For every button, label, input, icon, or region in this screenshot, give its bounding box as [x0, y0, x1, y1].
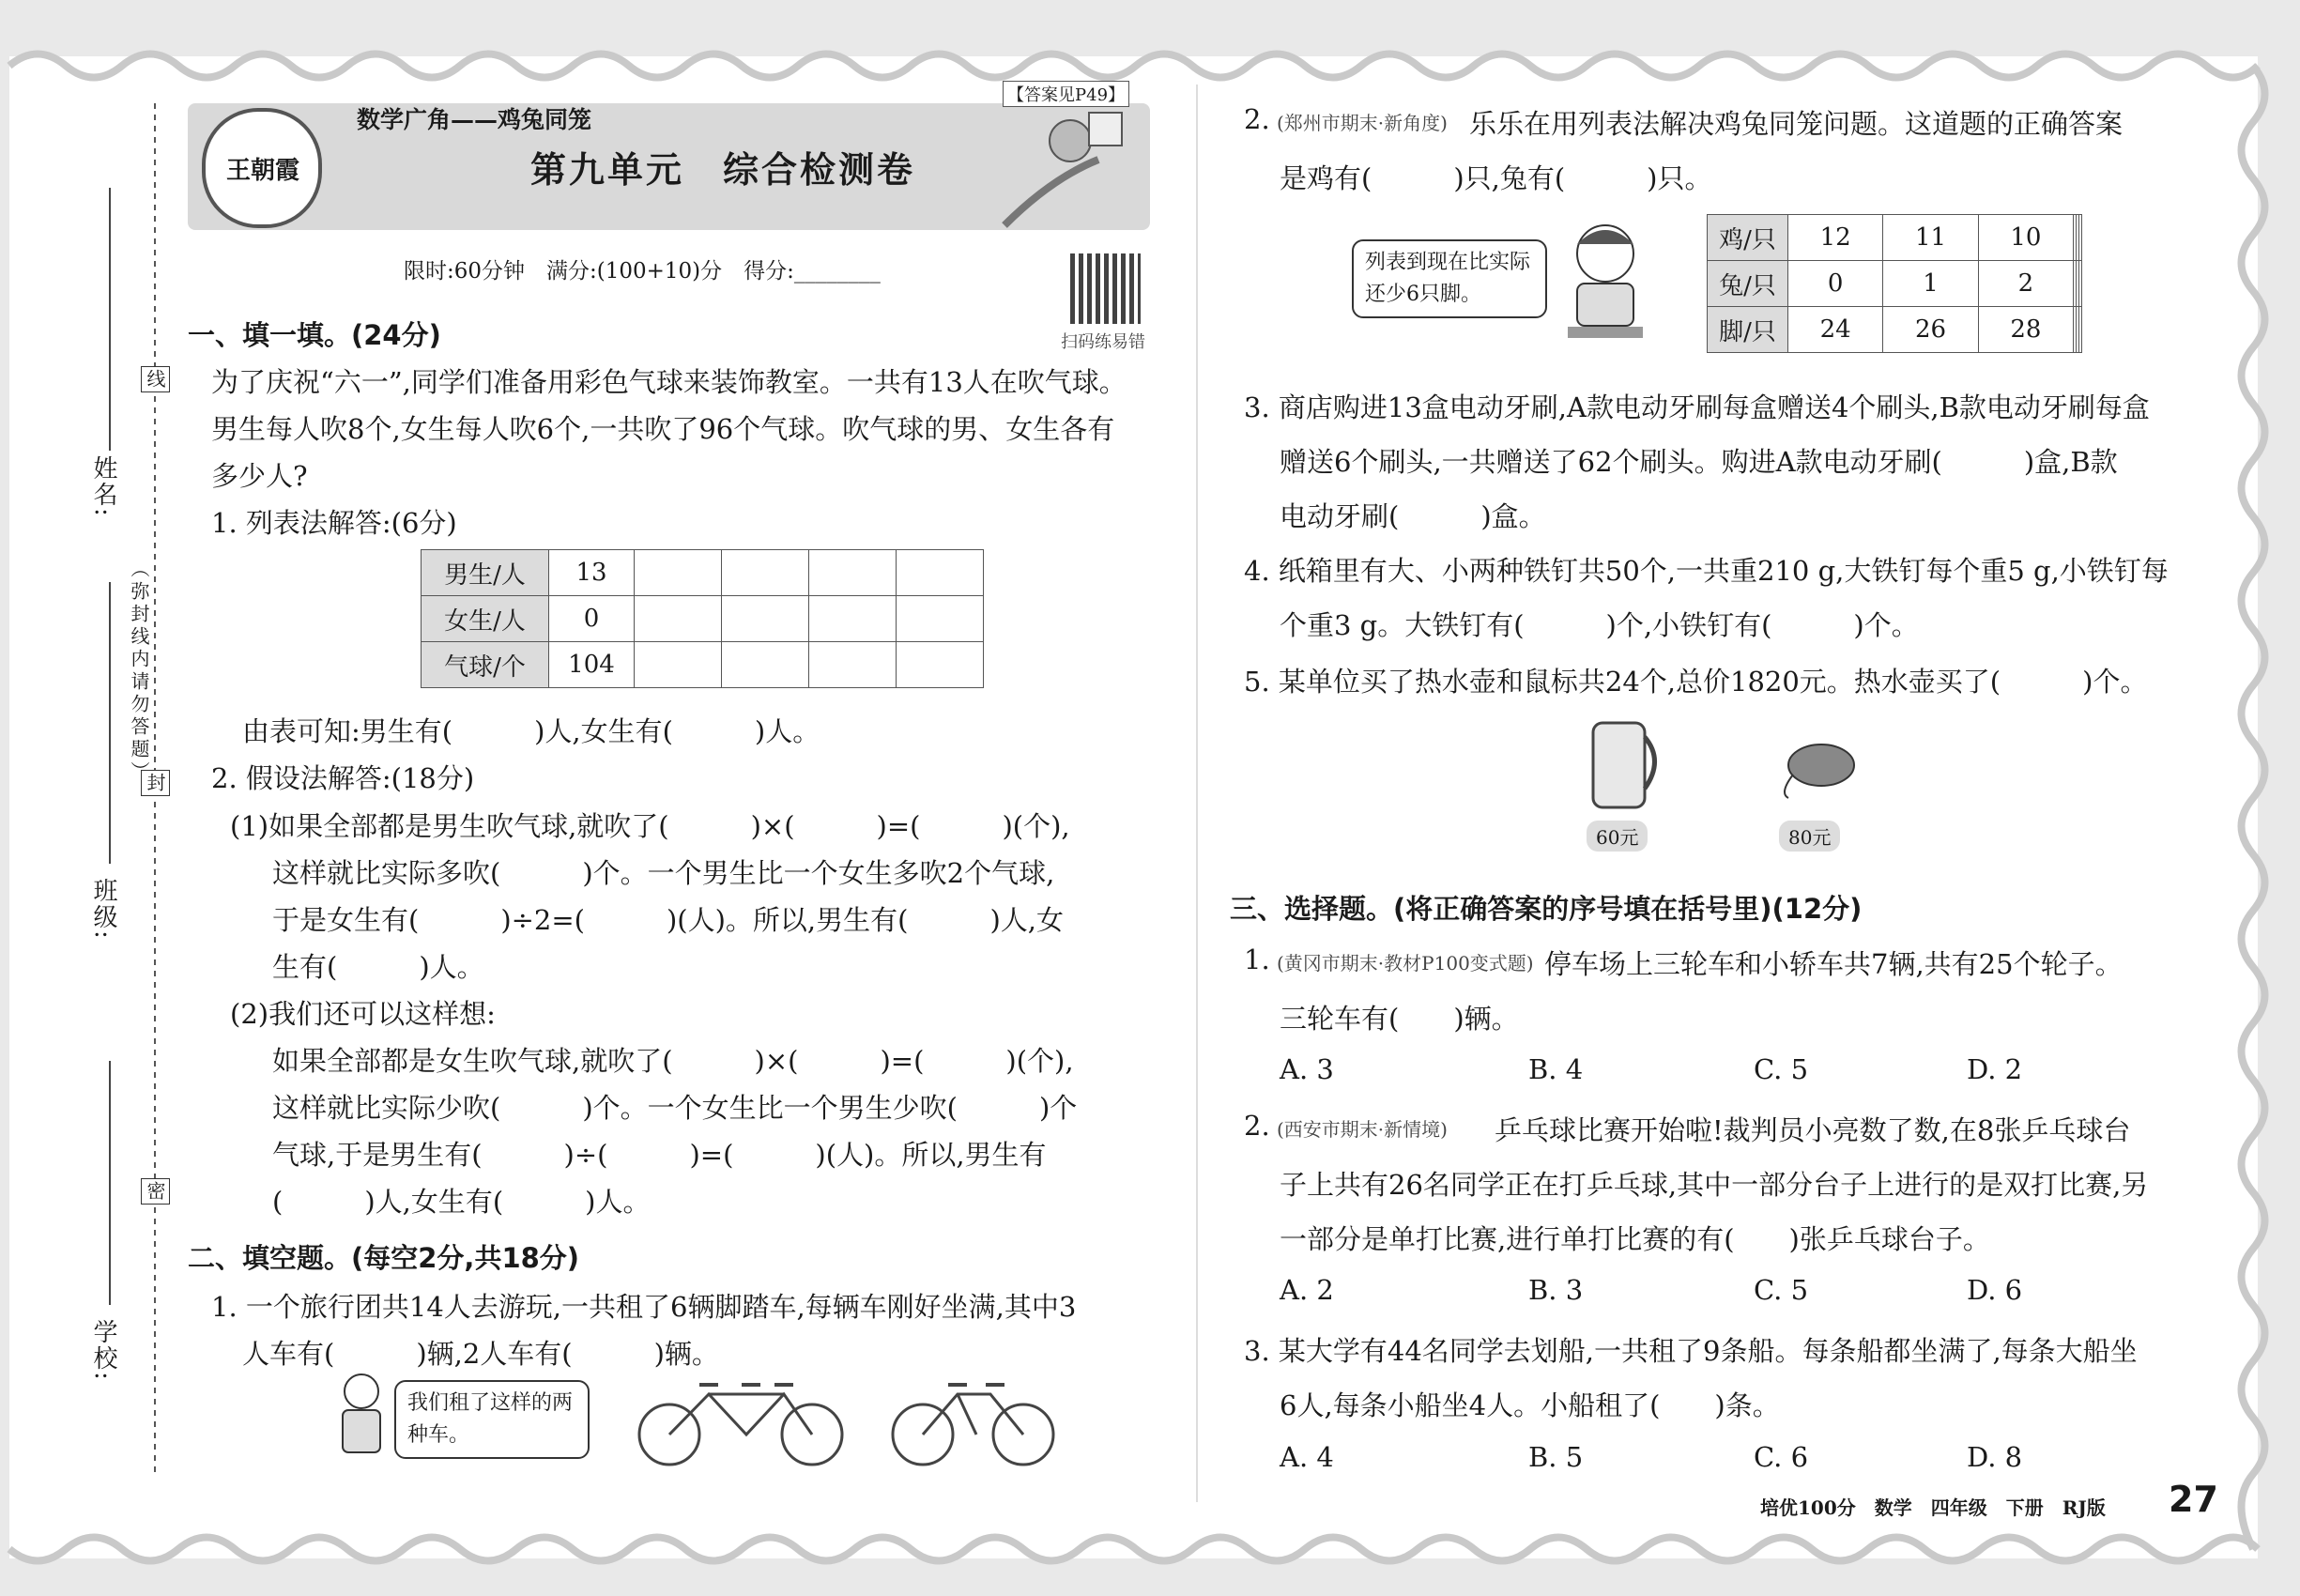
s1-q2-part2-line1: 如果全部都是女生吹气球,就吹了( )×( )=( )(个), — [272, 1045, 1074, 1077]
class-label: 班级: — [89, 878, 117, 941]
logo-text: 王朝霞 — [226, 157, 300, 185]
school-label: 学校: — [89, 1319, 117, 1382]
table-row-header: 气球/个 — [422, 642, 549, 688]
s1-question-2: 2. 假设法解答:(18分) — [211, 762, 475, 794]
table-cell[interactable] — [897, 642, 984, 688]
class-line — [109, 582, 111, 864]
s1-q2-part1-line2: 这样就比实际多吹( )个。一个男生比一个女生多吹2个气球, — [272, 857, 1055, 889]
q2-line1: 乐乐在用列表法解决鸡兔同笼问题。这道题的正确答案 — [1469, 108, 2124, 140]
footer-info: 培优100分 数学 四年级 下册 RJ版 — [1760, 1496, 2106, 1519]
c1-option-b[interactable]: B. 4 — [1528, 1053, 1584, 1085]
table-cell[interactable] — [635, 642, 722, 688]
c1-option-c[interactable]: C. 5 — [1754, 1053, 1809, 1085]
table-cell[interactable] — [2079, 307, 2082, 353]
brand-logo — [202, 108, 322, 228]
boys-girls-table — [421, 549, 984, 688]
table-cell[interactable] — [722, 550, 809, 596]
c1-option-a[interactable]: A. 3 — [1280, 1053, 1334, 1085]
tandem-bike-two-seat — [887, 1371, 1061, 1469]
mascot-illustration — [995, 103, 1136, 230]
q3-line2: 赠送6个刷头,一共赠送了62个刷头。购进A款电动牙刷( )盒,B款 — [1280, 446, 2118, 478]
section3-heading: 三、选择题。(将正确答案的序号填在括号里)(12分) — [1230, 893, 1863, 925]
q2-number: 2. — [1244, 103, 1270, 135]
table-cell: 13 — [549, 550, 635, 596]
table-cell[interactable] — [809, 596, 897, 642]
tandem-bike-three-seat — [634, 1371, 850, 1469]
c1-line2: 三轮车有( )辆。 — [1280, 1003, 1519, 1035]
c1-source-tag: (黄冈市期末·教材P100变式题) — [1277, 952, 1534, 974]
c3-option-a[interactable]: A. 4 — [1280, 1441, 1334, 1473]
table-row-header: 兔/只 — [1708, 261, 1788, 307]
table-row-header: 鸡/只 — [1708, 215, 1788, 261]
table-cell[interactable] — [897, 550, 984, 596]
unit-subtitle: 数学广角——鸡兔同笼 — [357, 106, 592, 133]
table-cell[interactable] — [635, 596, 722, 642]
table-cell: 24 — [1788, 307, 1883, 353]
qr-caption: 扫码练易错 — [1061, 332, 1145, 352]
table-cell: 11 — [1883, 215, 1978, 261]
page-number: 27 — [2169, 1479, 2218, 1520]
table-cell[interactable] — [2079, 261, 2082, 307]
c3-line2: 6人,每条小船坐4人。小船租了( )条。 — [1280, 1389, 1780, 1421]
speech-bubble-1: 我们租了这样的两种车。 — [394, 1380, 590, 1459]
c2-line3: 一部分是单打比赛,进行单打比赛的有( )张乒乓球台子。 — [1280, 1223, 1990, 1255]
c2-line1: 乒乓球比赛开始啦!裁判员小亮数了数,在8张乒乓球台 — [1495, 1114, 2131, 1146]
s1-q2-part2-line4: ( )人,女生有( )人。 — [272, 1186, 651, 1218]
c1-option-d[interactable]: D. 2 — [1967, 1053, 2023, 1085]
table-cell: 12 — [1788, 215, 1883, 261]
table-cell[interactable] — [2079, 215, 2082, 261]
seal-mark: 封 — [141, 770, 170, 796]
table-cell[interactable] — [897, 596, 984, 642]
s1-q2-part2-line3: 气球,于是男生有( )÷( )=( )(人)。所以,男生有 — [272, 1139, 1047, 1171]
s1-q2-part1-line3: 于是女生有( )÷2=( )(人)。所以,男生有( )人,女 — [272, 904, 1064, 936]
notice-text: （弥封线内请勿答题） — [128, 559, 150, 784]
answer-reference: 【答案见P49】 — [1003, 81, 1129, 107]
c3-option-c[interactable]: C. 6 — [1754, 1441, 1809, 1473]
table-cell: 2 — [1978, 261, 2073, 307]
table-row-header: 女生/人 — [422, 596, 549, 642]
c2-option-d[interactable]: D. 6 — [1967, 1274, 2023, 1306]
section2-heading: 二、填空题。(每空2分,共18分) — [188, 1242, 580, 1274]
table-cell[interactable] — [722, 642, 809, 688]
c2-option-b[interactable]: B. 3 — [1528, 1274, 1584, 1306]
s1-paragraph-3: 多少人? — [211, 460, 308, 492]
student-writing-illustration — [1549, 216, 1662, 347]
c3-line1: 3. 某大学有44名同学去划船,一共租了9条船。每条船都坐满了,每条大船坐 — [1244, 1335, 2138, 1367]
qr-code[interactable] — [1070, 253, 1141, 324]
c2-source-tag: (西安市期末·新情境) — [1277, 1118, 1448, 1141]
table-cell[interactable] — [809, 642, 897, 688]
q3-line3: 电动牙刷( )盒。 — [1280, 500, 1546, 532]
table-cell[interactable] — [635, 550, 722, 596]
speech-bubble-2: 列表到现在比实际还少6只脚。 — [1352, 239, 1547, 318]
table-cell[interactable] — [722, 596, 809, 642]
mouse-icon — [1774, 737, 1859, 803]
table-cell: 0 — [549, 596, 635, 642]
s1-paragraph-2: 男生每人吹8个,女生每人吹6个,一共吹了96个气球。吹气球的男、女生各有 — [211, 413, 1115, 445]
table-cell: 1 — [1883, 261, 1978, 307]
c3-option-d[interactable]: D. 8 — [1967, 1441, 2023, 1473]
mouse-price: 80元 — [1779, 821, 1840, 852]
table-cell: 104 — [549, 642, 635, 688]
table-row-header: 脚/只 — [1708, 307, 1788, 353]
c1-line1: 停车场上三轮车和小轿车共7辆,共有25个轮子。 — [1544, 948, 2123, 980]
name-label: 姓名: — [89, 455, 117, 518]
s1-paragraph-1: 为了庆祝“六一”,同学们准备用彩色气球来装饰教室。一共有13人在吹气球。 — [211, 366, 1127, 398]
q4-line2: 个重3 g。大铁钉有( )个,小铁钉有( )个。 — [1280, 609, 1919, 641]
kettle-price: 60元 — [1587, 821, 1648, 852]
section1-heading: 一、填一填。(24分) — [188, 319, 441, 351]
school-line — [109, 1061, 111, 1305]
c1-number: 1. — [1244, 944, 1270, 975]
s2-q1-line2: 人车有( )辆,2人车有( )辆。 — [242, 1338, 719, 1370]
c2-option-c[interactable]: C. 5 — [1754, 1274, 1809, 1306]
c2-line2: 子上共有26名同学正在打乒乓球,其中一部分台子上进行的是双打比赛,另 — [1280, 1169, 2149, 1201]
table-cell: 0 — [1788, 261, 1883, 307]
q2-line2: 是鸡有( )只,兔有( )只。 — [1280, 162, 1712, 194]
table-cell: 28 — [1978, 307, 2073, 353]
table-cell: 26 — [1883, 307, 1978, 353]
table-cell: 10 — [1978, 215, 2073, 261]
q2-source-tag: (郑州市期末·新角度) — [1277, 112, 1448, 134]
line-mark: 线 — [141, 366, 170, 392]
s1-question-1: 1. 列表法解答:(6分) — [211, 507, 457, 539]
limits-line: 限时:60分钟 满分:(100+10)分 得分:________ — [404, 259, 881, 284]
q4-line1: 4. 纸箱里有大、小两种铁钉共50个,一共重210 g,大铁钉每个重5 g,小铁钉每 — [1244, 555, 2169, 587]
s2-q1-line1: 1. 一个旅行团共14人去游玩,一共租了6辆脚踏车,每辆车刚好坐满,其中3 — [211, 1291, 1077, 1323]
c2-number: 2. — [1244, 1110, 1270, 1142]
s1-q2-part1-line1: (1)如果全部都是男生吹气球,就吹了( )×( )=( )(个), — [230, 810, 1070, 842]
s1-q2-part2-intro: (2)我们还可以这样想: — [230, 998, 496, 1030]
chicken-rabbit-table — [1707, 214, 2082, 353]
s1-q2-part1-line4: 生有( )人。 — [272, 951, 484, 983]
dense-mark: 密 — [141, 1178, 170, 1205]
kettle-icon — [1582, 714, 1666, 817]
name-line — [109, 188, 111, 451]
boy-illustration — [329, 1371, 394, 1465]
c3-option-b[interactable]: B. 5 — [1528, 1441, 1584, 1473]
q5-text: 5. 某单位买了热水壶和鼠标共24个,总价1820元。热水壶买了( )个。 — [1244, 666, 2148, 698]
table-row-header: 男生/人 — [422, 550, 549, 596]
page-title: 第九单元 综合检测卷 — [530, 149, 916, 191]
table-cell[interactable] — [809, 550, 897, 596]
q3-line1: 3. 商店购进13盒电动牙刷,A款电动牙刷每盒赠送4个刷头,B款电动牙刷每盒 — [1244, 391, 2150, 423]
s1-q2-part2-line2: 这样就比实际少吹( )个。一个女生比一个男生少吹( )个 — [272, 1092, 1078, 1124]
c2-option-a[interactable]: A. 2 — [1280, 1274, 1334, 1306]
table-conclusion: 由表可知:男生有( )人,女生有( )人。 — [242, 715, 820, 747]
